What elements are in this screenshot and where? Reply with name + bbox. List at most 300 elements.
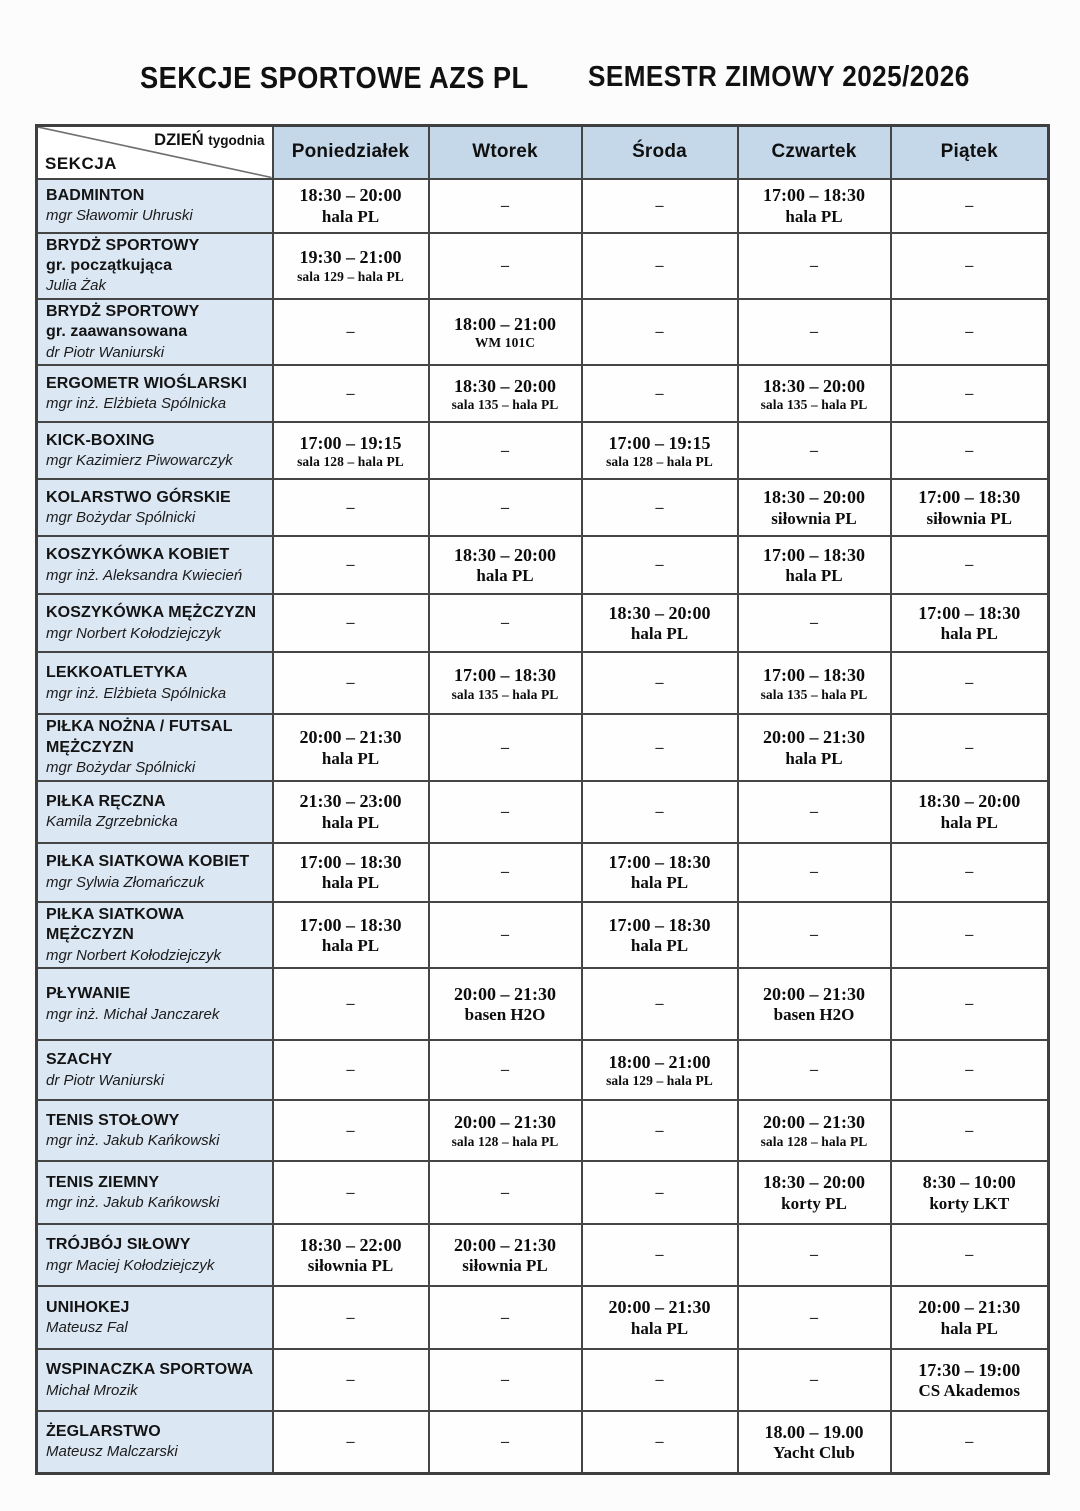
schedule-cell xyxy=(582,652,738,714)
schedule-cell xyxy=(582,179,738,233)
time-range: 17:00 – 18:30 xyxy=(299,851,402,872)
schedule-cell xyxy=(582,1349,738,1411)
section-name: UNIHOKEJ xyxy=(46,1298,130,1316)
section-cell xyxy=(37,1100,273,1161)
empty-dash: – xyxy=(810,1371,818,1389)
location: basen H2O xyxy=(773,1005,855,1025)
time-range: 20:00 – 21:30 xyxy=(299,727,402,748)
time-range: 17:00 – 18:30 xyxy=(763,185,865,206)
schedule-cell xyxy=(582,1411,738,1473)
schedule-cell xyxy=(273,233,429,299)
schedule-cell xyxy=(582,843,738,902)
schedule-cell xyxy=(738,594,891,652)
time-range: 20:00 – 21:30 xyxy=(763,727,865,748)
schedule-cell xyxy=(273,1411,429,1473)
empty-dash: – xyxy=(501,863,509,881)
table-row xyxy=(37,365,1049,422)
empty-dash: – xyxy=(965,674,974,692)
location: hala PL xyxy=(940,1318,998,1338)
section-instructor: mgr Sławomir Uhruski xyxy=(46,206,193,224)
empty-dash: – xyxy=(655,1433,664,1450)
empty-dash: – xyxy=(346,556,355,574)
section-instructor: Mateusz Fal xyxy=(46,1319,128,1337)
schedule-cell xyxy=(891,479,1049,536)
empty-dash: – xyxy=(810,802,818,820)
time-range: 18:30 – 20:00 xyxy=(454,375,556,396)
table-row xyxy=(37,1161,1049,1224)
schedule-cell xyxy=(891,902,1049,968)
schedule-cell xyxy=(273,1161,429,1224)
schedule-cell xyxy=(273,594,429,652)
section-name: BRYDŻ SPORTOWY xyxy=(46,302,200,320)
schedule-cell xyxy=(273,299,429,365)
section-name: PIŁKA NOŻNA / FUTSAL xyxy=(46,718,233,736)
empty-dash: – xyxy=(346,995,355,1013)
schedule-cell xyxy=(429,594,582,652)
empty-dash: – xyxy=(501,1371,509,1389)
schedule-cell xyxy=(582,714,738,780)
schedule-cell xyxy=(891,1286,1049,1349)
location: sala 128 – hala PL xyxy=(760,1133,868,1149)
schedule-cell xyxy=(273,652,429,714)
table-row xyxy=(37,233,1049,299)
empty-dash: – xyxy=(501,1433,509,1450)
empty-dash: – xyxy=(346,384,355,402)
section-name: TRÓJBÓJ SIŁOWY xyxy=(46,1236,191,1254)
time-range: 17:00 – 18:30 xyxy=(299,914,402,935)
empty-dash: – xyxy=(655,1121,664,1139)
schedule-cell xyxy=(429,536,582,594)
location: hala PL xyxy=(940,812,998,832)
schedule-cell xyxy=(738,714,891,780)
section-instructor: Michał Mrozik xyxy=(46,1381,138,1399)
section-cell xyxy=(37,1040,273,1100)
schedule-cell xyxy=(429,1411,582,1473)
empty-dash: – xyxy=(655,674,664,692)
schedule-cell xyxy=(582,1100,738,1161)
time-range: 17:00 – 18:30 xyxy=(763,665,865,686)
schedule-cell xyxy=(582,1040,738,1100)
section-cell xyxy=(37,652,273,714)
location: sala 129 – hala PL xyxy=(606,1073,713,1089)
empty-dash: – xyxy=(655,256,664,274)
table-row xyxy=(37,714,1049,780)
schedule-cell xyxy=(429,299,582,365)
empty-dash: – xyxy=(810,926,818,944)
section-cell xyxy=(37,1286,273,1349)
empty-dash: – xyxy=(346,614,355,632)
time-range: 18:30 – 20:00 xyxy=(763,487,865,508)
table-row xyxy=(37,479,1049,536)
section-name: BRYDŻ SPORTOWY xyxy=(46,236,200,254)
table-row xyxy=(37,1224,1049,1286)
section-cell xyxy=(37,594,273,652)
location: sala 135 – hala PL xyxy=(451,686,559,702)
empty-dash: – xyxy=(965,441,974,459)
time-range: 17:00 – 18:30 xyxy=(454,665,556,686)
empty-dash: – xyxy=(346,1308,355,1326)
empty-dash: – xyxy=(346,1433,355,1450)
time-range: 18:30 – 20:00 xyxy=(454,544,556,565)
empty-dash: – xyxy=(655,196,664,214)
section-instructor: mgr Sylwia Złomańczuk xyxy=(46,873,205,891)
schedule-cell xyxy=(429,1349,582,1411)
schedule-cell xyxy=(429,479,582,536)
empty-dash: – xyxy=(655,1246,664,1264)
schedule-cell xyxy=(582,968,738,1040)
section-instructor: mgr inż. Aleksandra Kwiecień xyxy=(46,566,243,584)
location: siłownia PL xyxy=(307,1256,394,1276)
schedule-cell xyxy=(738,365,891,422)
time-range: 17:00 – 19:15 xyxy=(299,432,402,453)
section-instructor: mgr inż. Jakub Kańkowski xyxy=(46,1194,220,1212)
section-name: WSPINACZKA SPORTOWA xyxy=(46,1361,254,1379)
section-cell xyxy=(37,299,273,365)
section-cell xyxy=(37,714,273,780)
schedule-cell xyxy=(429,652,582,714)
section-name: KOSZYKÓWKA MĘŻCZYZN xyxy=(46,604,257,622)
schedule-cell xyxy=(891,968,1049,1040)
time-range: 17:00 – 18:30 xyxy=(608,914,711,935)
empty-dash: – xyxy=(501,1308,509,1326)
schedule-cell xyxy=(429,1161,582,1224)
schedule-cell xyxy=(891,781,1049,843)
schedule-cell xyxy=(273,968,429,1040)
location: hala PL xyxy=(940,624,998,644)
empty-dash: – xyxy=(346,1371,355,1389)
time-range: 17:30 – 19:00 xyxy=(918,1359,1021,1380)
schedule-cell xyxy=(738,1161,891,1224)
schedule-cell xyxy=(738,179,891,233)
section-instructor: dr Piotr Waniurski xyxy=(46,1071,165,1089)
schedule-cell xyxy=(738,1040,891,1100)
section-cell xyxy=(37,233,273,299)
schedule-cell xyxy=(891,594,1049,652)
empty-dash: – xyxy=(501,256,509,274)
time-range: 20:00 – 21:30 xyxy=(763,983,865,1004)
time-range: 17:00 – 18:30 xyxy=(918,487,1021,508)
empty-dash: – xyxy=(810,1308,818,1326)
schedule-cell xyxy=(273,1100,429,1161)
empty-dash: – xyxy=(501,802,509,820)
schedule-cell xyxy=(429,422,582,479)
schedule-cell xyxy=(429,179,582,233)
schedule-cell xyxy=(738,902,891,968)
empty-dash: – xyxy=(501,441,509,459)
empty-dash: – xyxy=(655,384,664,402)
table-row xyxy=(37,179,1049,233)
location: hala PL xyxy=(630,936,689,956)
schedule-cell xyxy=(582,1286,738,1349)
location: hala PL xyxy=(321,206,380,226)
location: korty LKT xyxy=(929,1193,1010,1213)
day-header-wednesday: Środa xyxy=(582,126,738,179)
time-range: 20:00 – 21:30 xyxy=(608,1297,711,1318)
schedule-cell xyxy=(738,1411,891,1473)
time-range: 19:30 – 21:00 xyxy=(299,247,402,268)
section-name: BADMINTON xyxy=(46,186,145,204)
table-row xyxy=(37,902,1049,968)
schedule-cell xyxy=(582,594,738,652)
location: sala 135 – hala PL xyxy=(760,397,868,413)
schedule-cell xyxy=(582,1161,738,1224)
empty-dash: – xyxy=(810,256,818,274)
schedule-cell xyxy=(738,536,891,594)
day-header-tuesday: Wtorek xyxy=(429,126,582,179)
location: sala 128 – hala PL xyxy=(451,1133,559,1149)
section-name: TENIS ZIEMNY xyxy=(46,1173,160,1191)
section-cell xyxy=(37,479,273,536)
section-name: PIŁKA SIATKOWA MĘŻCZYZN xyxy=(46,905,184,944)
section-name: TENIS STOŁOWY xyxy=(46,1111,180,1129)
empty-dash: – xyxy=(965,738,974,756)
empty-dash: – xyxy=(965,196,974,214)
schedule-cell xyxy=(582,1224,738,1286)
table-row xyxy=(37,968,1049,1040)
schedule-cell xyxy=(891,299,1049,365)
time-range: 20:00 – 21:30 xyxy=(454,1234,556,1255)
schedule-cell xyxy=(273,536,429,594)
schedule-cell xyxy=(738,652,891,714)
section-instructor: dr Piotr Waniurski xyxy=(46,343,165,361)
schedule-cell xyxy=(891,1040,1049,1100)
location: siłownia PL xyxy=(462,1256,548,1276)
section-cell xyxy=(37,902,273,968)
corner-cell xyxy=(37,126,273,179)
section-instructor: Julia Żak xyxy=(46,277,107,295)
empty-dash: – xyxy=(501,498,509,516)
empty-dash: – xyxy=(346,1183,355,1201)
section-name: SZACHY xyxy=(46,1051,113,1069)
empty-dash: – xyxy=(655,738,664,756)
section-name: ŻEGLARSTWO xyxy=(46,1423,161,1441)
section-name: PIŁKA SIATKOWA KOBIET xyxy=(46,853,250,871)
location: CS Akademos xyxy=(918,1381,1021,1401)
schedule-cell xyxy=(891,179,1049,233)
schedule-cell xyxy=(273,1040,429,1100)
schedule-cell xyxy=(738,1349,891,1411)
empty-dash: – xyxy=(655,802,664,820)
schedule-cell xyxy=(582,479,738,536)
schedule-cell xyxy=(738,1224,891,1286)
empty-dash: – xyxy=(501,196,509,214)
empty-dash: – xyxy=(810,614,818,632)
schedule-cell xyxy=(429,968,582,1040)
time-range: 18:30 – 20:00 xyxy=(763,1172,865,1193)
empty-dash: – xyxy=(965,1121,974,1139)
schedule-cell xyxy=(582,781,738,843)
location: hala PL xyxy=(630,1318,689,1338)
section-cell xyxy=(37,1224,273,1286)
section-cell xyxy=(37,781,273,843)
schedule-cell xyxy=(891,1349,1049,1411)
schedule-cell xyxy=(273,902,429,968)
empty-dash: – xyxy=(810,1061,818,1079)
schedule-cell xyxy=(582,422,738,479)
time-range: 17:00 – 18:30 xyxy=(763,544,865,565)
empty-dash: – xyxy=(655,498,664,516)
empty-dash: – xyxy=(810,441,818,459)
table-row xyxy=(37,1100,1049,1161)
time-range: 20:00 – 21:30 xyxy=(763,1112,865,1133)
location: Yacht Club xyxy=(773,1443,855,1463)
schedule-cell xyxy=(738,299,891,365)
section-instructor: mgr Norbert Kołodziejczyk xyxy=(46,624,222,642)
time-range: 20:00 – 21:30 xyxy=(918,1297,1021,1318)
time-range: 17:00 – 19:15 xyxy=(608,432,711,453)
schedule-cell xyxy=(429,1286,582,1349)
schedule-cell xyxy=(891,1161,1049,1224)
schedule-cell xyxy=(429,781,582,843)
time-range: 8:30 – 10:00 xyxy=(922,1172,1016,1193)
location: korty PL xyxy=(781,1193,847,1213)
section-name: KICK-BOXING xyxy=(46,431,155,449)
schedule-cell xyxy=(273,479,429,536)
section-cell xyxy=(37,365,273,422)
empty-dash: – xyxy=(346,323,355,341)
schedule-cell xyxy=(891,233,1049,299)
empty-dash: – xyxy=(965,384,974,402)
schedule-cell xyxy=(429,843,582,902)
location: hala PL xyxy=(476,566,534,586)
location: WM 101C xyxy=(474,335,536,351)
schedule-cell xyxy=(738,479,891,536)
schedule-cell xyxy=(273,843,429,902)
table-row xyxy=(37,781,1049,843)
schedule-cell xyxy=(738,422,891,479)
schedule-cell xyxy=(582,233,738,299)
empty-dash: – xyxy=(346,1061,355,1079)
empty-dash: – xyxy=(655,995,664,1013)
time-range: 18:30 – 22:00 xyxy=(299,1234,402,1255)
schedule-cell xyxy=(738,1286,891,1349)
section-cell xyxy=(37,1161,273,1224)
section-name: MĘŻCZYZN xyxy=(46,738,134,756)
time-range: 18:00 – 21:00 xyxy=(608,1051,711,1072)
table-row xyxy=(37,652,1049,714)
schedule-cell xyxy=(273,781,429,843)
location: hala PL xyxy=(321,748,380,768)
empty-dash: – xyxy=(965,863,974,881)
empty-dash: – xyxy=(655,556,664,574)
empty-dash: – xyxy=(501,614,509,632)
schedule-cell xyxy=(891,843,1049,902)
empty-dash: – xyxy=(810,323,818,341)
location: hala PL xyxy=(630,624,689,644)
time-range: 18:30 – 20:00 xyxy=(763,375,865,396)
empty-dash: – xyxy=(346,498,355,516)
schedule-cell xyxy=(891,652,1049,714)
schedule-cell xyxy=(738,233,891,299)
schedule-cell xyxy=(891,365,1049,422)
empty-dash: – xyxy=(965,1061,974,1079)
schedule-cell xyxy=(891,714,1049,780)
header-row xyxy=(37,126,1049,179)
corner-label-day xyxy=(154,131,264,150)
schedule-cell xyxy=(738,843,891,902)
section-name: gr. zaawansowana xyxy=(46,323,188,341)
schedule-cell xyxy=(891,1224,1049,1286)
empty-dash: – xyxy=(965,926,974,944)
empty-dash: – xyxy=(965,256,974,274)
section-cell xyxy=(37,1411,273,1473)
table-row xyxy=(37,1349,1049,1411)
corner-label-section: SEKCJA xyxy=(45,153,117,173)
empty-dash: – xyxy=(501,926,509,944)
location: hala PL xyxy=(321,873,380,893)
schedule-cell xyxy=(738,1100,891,1161)
schedule-cell xyxy=(429,1100,582,1161)
timetable-body xyxy=(37,179,1049,1474)
table-row xyxy=(37,1286,1049,1349)
schedule-cell xyxy=(582,365,738,422)
section-name: KOLARSTWO GÓRSKIE xyxy=(46,488,231,506)
section-name: KOSZYKÓWKA KOBIET xyxy=(46,546,230,564)
schedule-cell xyxy=(429,1040,582,1100)
corner-day-word: DZIEŃ xyxy=(154,131,204,149)
section-cell xyxy=(37,536,273,594)
location: hala PL xyxy=(785,206,843,226)
location: siłownia PL xyxy=(771,508,857,528)
table-row xyxy=(37,1040,1049,1100)
time-range: 20:00 – 21:30 xyxy=(454,983,556,1004)
schedule-cell xyxy=(738,968,891,1040)
schedule-cell xyxy=(429,233,582,299)
location: sala 128 – hala PL xyxy=(606,454,713,470)
section-instructor: Mateusz Malczarski xyxy=(46,1443,178,1461)
schedule-cell xyxy=(891,1411,1049,1473)
empty-dash: – xyxy=(655,1183,664,1201)
section-instructor: mgr inż. Elżbieta Spólnicka xyxy=(46,395,227,413)
section-name: ERGOMETR WIOŚLARSKI xyxy=(46,374,248,392)
location: basen H2O xyxy=(464,1005,546,1025)
time-range: 18:30 – 20:00 xyxy=(299,185,402,206)
table-row xyxy=(37,536,1049,594)
section-instructor: mgr inż. Elżbieta Spólnicka xyxy=(46,684,227,702)
empty-dash: – xyxy=(965,1433,974,1450)
day-header-friday: Piątek xyxy=(891,126,1049,179)
location: sala 135 – hala PL xyxy=(760,686,868,702)
location: siłownia PL xyxy=(926,508,1012,528)
time-range: 17:00 – 18:30 xyxy=(608,851,711,872)
section-instructor: mgr Maciej Kołodziejczyk xyxy=(46,1256,215,1274)
section-instructor: mgr Bożydar Spólnicki xyxy=(46,759,196,777)
schedule-cell xyxy=(738,781,891,843)
empty-dash: – xyxy=(810,1246,818,1264)
section-name: PIŁKA RĘCZNA xyxy=(46,792,166,810)
schedule-cell xyxy=(891,536,1049,594)
section-name: LEKKOATLETYKA xyxy=(46,664,188,682)
schedule-cell xyxy=(891,422,1049,479)
empty-dash: – xyxy=(965,556,974,574)
location: sala 135 – hala PL xyxy=(451,397,559,413)
schedule-cell xyxy=(429,1224,582,1286)
table-row xyxy=(37,299,1049,365)
location: hala PL xyxy=(785,566,843,586)
empty-dash: – xyxy=(965,995,974,1013)
time-range: 18:30 – 20:00 xyxy=(918,791,1021,812)
time-range: 21:30 – 23:00 xyxy=(299,791,402,812)
table-row xyxy=(37,1411,1049,1473)
schedule-cell xyxy=(273,1349,429,1411)
schedule-cell xyxy=(273,179,429,233)
location: sala 128 – hala PL xyxy=(297,454,404,470)
empty-dash: – xyxy=(501,1061,509,1079)
document-title xyxy=(35,60,1047,94)
corner-day-suffix: tygodnia xyxy=(208,133,265,148)
schedule-cell xyxy=(273,714,429,780)
location: hala PL xyxy=(630,873,689,893)
